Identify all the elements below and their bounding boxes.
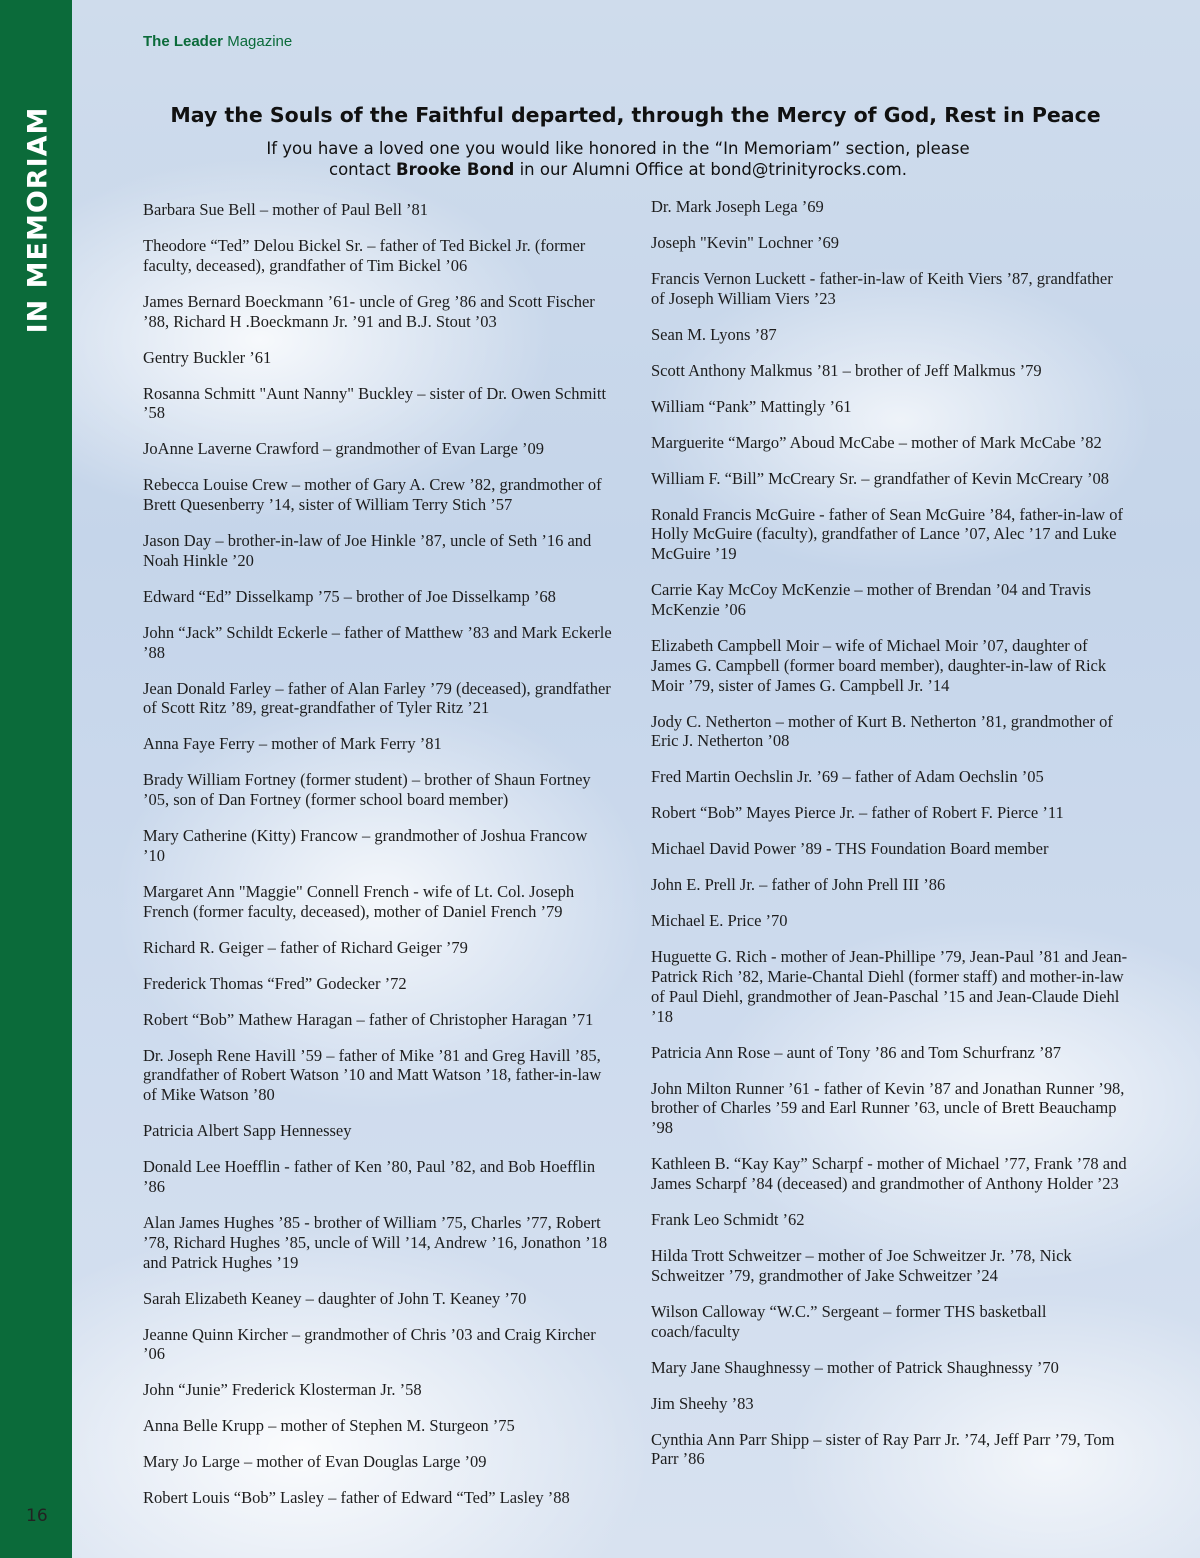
memorial-entry: Edward “Ed” Disselkamp ’75 – brother of Joe Disselkamp ’68 [143, 586, 556, 606]
memorial-entry: Brady William Fortney (former student) – brother of Shaun Fortney ’05, son of Dan Fortney (former school board member) [143, 770, 591, 810]
section-title: IN MEMORIAM [22, 106, 54, 334]
memorial-entry: Carrie Kay McCoy McKenzie – mother of Brendan ’04 and Travis McKenzie ’06 [651, 580, 1091, 620]
memorial-entry: Francis Vernon Luckett - father-in-law of Keith Viers ’87, grandfather of Joseph William Viers ’23 [651, 268, 1113, 308]
memorial-entry: Hilda Trott Schweitzer – mother of Joe Schweitzer Jr. ’78, Nick Schweitzer ’79, grandmother of Jake Schweitzer ’24 [651, 1246, 1072, 1285]
memorial-entry: Anna Faye Ferry – mother of Mark Ferry ’81 [143, 734, 442, 754]
memorial-entry: Patricia Ann Rose – aunt of Tony ’86 and Tom Schurfranz ’87 [651, 1042, 1061, 1062]
magazine-name [143, 33, 292, 50]
memorial-entry: Rosanna Schmitt "Aunt Nanny" Buckley – sister of Dr. Owen Schmitt ’58 [143, 383, 607, 423]
section-sidebar [0, 0, 72, 1558]
memorial-entry: John “Junie” Frederick Klosterman Jr. ’58 [143, 1380, 422, 1400]
magazine-name-rest: Magazine [223, 33, 293, 50]
memorial-entry: Anna Belle Krupp – mother of Stephen M. Sturgeon ’75 [143, 1416, 515, 1436]
memorial-entry: John “Jack” Schildt Eckerle – father of Matthew ’83 and Mark Eckerle ’88 [143, 622, 612, 662]
intro-line-1: If you have a loved one you would like honored in the “In Memoriam” section, please [266, 139, 970, 158]
memorial-entry: Michael David Power ’89 - THS Foundation Board member [651, 839, 1049, 859]
page-headline: May the Souls of the Faithful departed, through the Mercy of God, Rest in Peace [170, 103, 1101, 127]
memorial-entry: Jody C. Netherton – mother of Kurt B. Netherton ’81, grandmother of Eric J. Netherton ’08 [651, 711, 1113, 751]
memorial-entry: Robert “Bob” Mayes Pierce Jr. – father of Robert F. Pierce ’11 [651, 803, 1064, 823]
page-number: 16 [26, 1506, 48, 1526]
memorial-entry: Robert Louis “Bob” Lasley – father of Edward “Ted” Lasley ’88 [143, 1488, 570, 1508]
memorial-entry: Jeanne Quinn Kircher – grandmother of Chris ’03 and Craig Kircher ’06 [143, 1324, 596, 1364]
memorial-entry: Jean Donald Farley – father of Alan Farley ’79 (deceased), grandfather of Scott Ritz ’89, great-grandfather of Tyler Ritz ’21 [143, 678, 611, 718]
memorial-entry: William F. “Bill” McCreary Sr. – grandfather of Kevin McCreary ’08 [651, 468, 1110, 488]
memorial-entry: Mary Jane Shaughnessy – mother of Patrick Shaughnessy ’70 [651, 1357, 1059, 1377]
memorial-entry: Gentry Buckler ’61 [143, 347, 272, 367]
intro-line-2-pre: contact [329, 160, 397, 179]
memorial-list-left [143, 200, 613, 1524]
memorial-entry: Mary Jo Large – mother of Evan Douglas Large ’09 [143, 1452, 487, 1472]
memorial-entry: James Bernard Boeckmann ’61- uncle of Greg ’86 and Scott Fischer ’88, Richard H .Boeckmann Jr. ’91 and B.J. Stout ’03 [143, 291, 595, 331]
contact-name: Brooke Bond [396, 160, 515, 179]
memorial-entry: Huguette G. Rich - mother of Jean-Phillipe ’79, Jean-Paul ’81 and Jean-Patrick Rich ’82, Marie-Chantal Diehl (former staff) and mother-in-law of Paul Diehl, grandmother of Jean-Paschal ’15 and Jean-Claude Diehl ’18 [651, 947, 1128, 1026]
memorial-entry: Mary Catherine (Kitty) Francow – grandmother of Joshua Francow ’10 [143, 826, 588, 865]
memorial-entry: Cynthia Ann Parr Shipp – sister of Ray Parr Jr. ’74, Jeff Parr ’79, Tom Parr ’86 [651, 1429, 1115, 1469]
memorial-entry: Sean M. Lyons ’87 [651, 324, 777, 344]
memorial-entry: Ronald Francis McGuire - father of Sean McGuire ’84, father-in-law of Holly McGuire (faculty), grandfather of Lance ’07, Alec ’17 and Luke McGuire ’19 [651, 504, 1124, 564]
memorial-entry: Kathleen B. “Kay Kay” Scharpf - mother of Michael ’77, Frank ’78 and James Scharpf ’84 (deceased) and grandmother of Anthony Holder ’23 [651, 1154, 1127, 1194]
memorial-entry: Richard R. Geiger – father of Richard Geiger ’79 [143, 937, 468, 957]
memorial-entry: Dr. Mark Joseph Lega ’69 [651, 197, 824, 216]
memorial-entry: Michael E. Price ’70 [651, 911, 788, 931]
memorial-entry: Frederick Thomas “Fred” Godecker ’72 [143, 973, 407, 993]
memorial-entry: Alan James Hughes ’85 - brother of William ’75, Charles ’77, Robert ’78, Richard Hughes ’85, uncle of Will ’14, Andrew ’16, Jonathon ’18 and Patrick Hughes ’19 [143, 1213, 608, 1272]
memorial-entry: John E. Prell Jr. – father of John Prell III ’86 [651, 875, 946, 895]
memorial-entry: Sarah Elizabeth Keaney – daughter of John T. Keaney ’70 [143, 1288, 527, 1308]
memorial-entry: William “Pank” Mattingly ’61 [651, 396, 852, 416]
memorial-entry: Fred Martin Oechslin Jr. ’69 – father of Adam Oechslin ’05 [651, 767, 1044, 787]
memorial-entry: Barbara Sue Bell – mother of Paul Bell ’81 [143, 200, 429, 219]
memorial-entry: Theodore “Ted” Delou Bickel Sr. – father of Ted Bickel Jr. (former faculty, deceased), grandfather of Tim Bickel ’06 [143, 235, 586, 275]
memorial-entry: John Milton Runner ’61 - father of Kevin ’87 and Jonathan Runner ’98, brother of Charles ’59 and Earl Runner ’63, uncle of Brett Beauchamp ’98 [651, 1078, 1125, 1138]
intro-line-2-post: in our Alumni Office at bond@trinityrocks.com. [514, 160, 907, 179]
memorial-entry: Dr. Joseph Rene Havill ’59 – father of Mike ’81 and Greg Havill ’85, grandfather of Robert Watson ’10 and Matt Watson ’18, father-in-law of Mike Watson ’80 [143, 1045, 602, 1105]
intro-text [230, 138, 1006, 180]
memorial-entry: Margaret Ann "Maggie" Connell French - wife of Lt. Col. Joseph French (former faculty, deceased), mother of Daniel French ’79 [143, 881, 575, 921]
memorial-entry: Wilson Calloway “W.C.” Sergeant – former THS basketball coach/faculty [651, 1301, 1047, 1341]
memorial-entry: Rebecca Louise Crew – mother of Gary A. Crew ’82, grandmother of Brett Quesenberry ’14, sister of William Terry Stich ’57 [143, 475, 602, 515]
memorial-entry: Jim Sheehy ’83 [651, 1393, 754, 1413]
memorial-entry: Patricia Albert Sapp Hennessey [143, 1121, 352, 1141]
memorial-entry: Frank Leo Schmidt ’62 [651, 1210, 805, 1230]
memorial-list-right [651, 197, 1129, 1485]
memorial-entry: Donald Lee Hoefflin - father of Ken ’80, Paul ’82, and Bob Hoefflin ’86 [143, 1157, 596, 1197]
memorial-entry: Jason Day – brother-in-law of Joe Hinkle ’87, uncle of Seth ’16 and Noah Hinkle ’20 [143, 531, 592, 570]
memorial-entry: JoAnne Laverne Crawford – grandmother of Evan Large ’09 [143, 439, 545, 459]
memorial-entry: Robert “Bob” Mathew Haragan – father of Christopher Haragan ’71 [143, 1009, 594, 1029]
magazine-name-bold: The Leader [143, 33, 224, 50]
memorial-entry: Elizabeth Campbell Moir – wife of Michael Moir ’07, daughter of James G. Campbell (former board member), daughter-in-law of Rick Moir ’79, sister of James G. Campbell Jr. ’14 [651, 636, 1107, 695]
intro-line-2 [230, 159, 1006, 180]
memorial-entry: Marguerite “Margo” Aboud McCabe – mother of Mark McCabe ’82 [651, 432, 1102, 452]
memorial-entry: Joseph "Kevin" Lochner ’69 [651, 232, 840, 252]
memorial-entry: Scott Anthony Malkmus ’81 – brother of Jeff Malkmus ’79 [651, 360, 1042, 380]
